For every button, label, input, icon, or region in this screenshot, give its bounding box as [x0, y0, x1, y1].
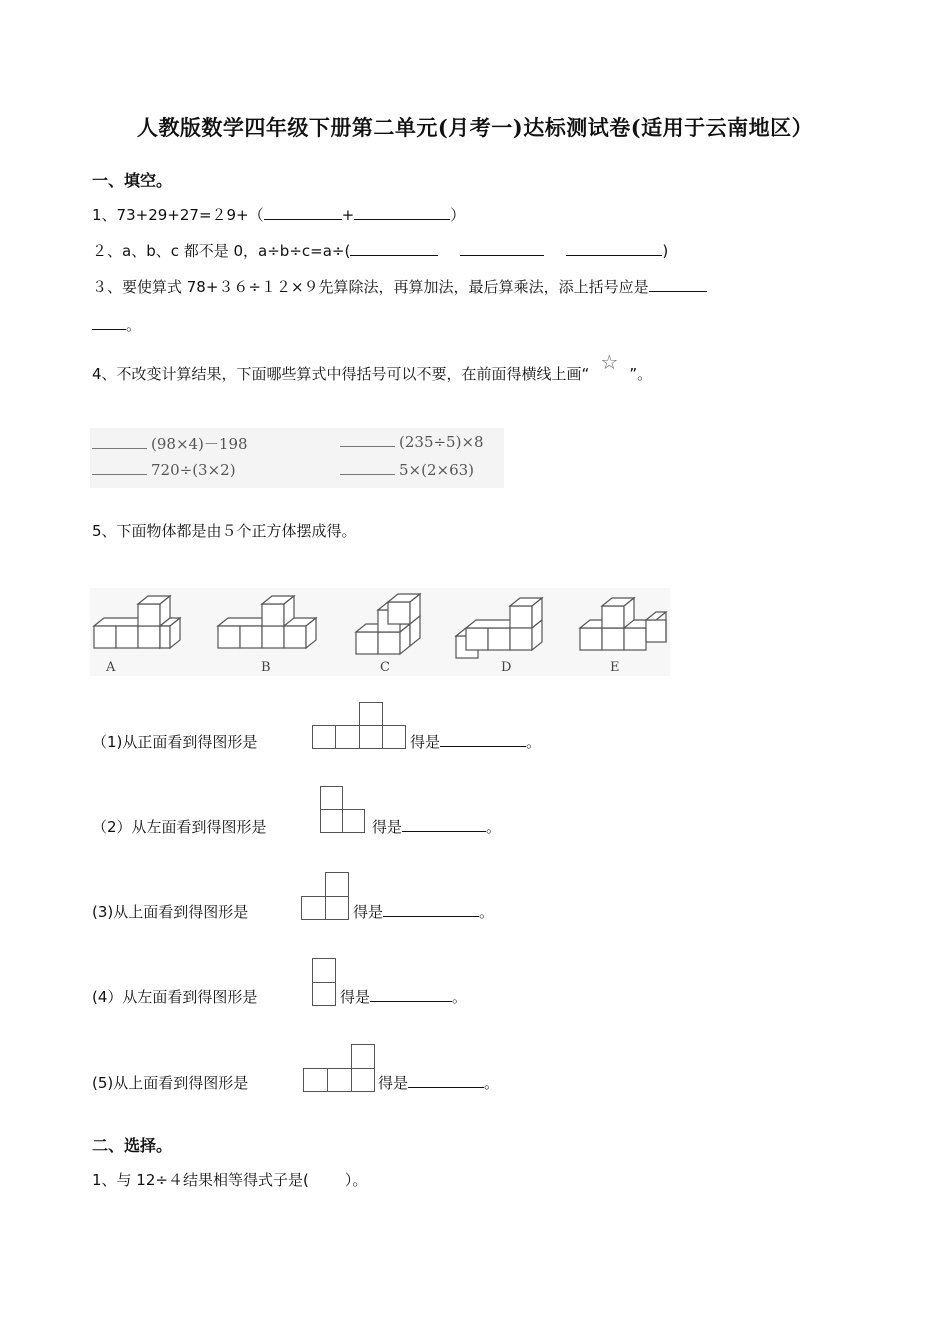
view-cell — [301, 896, 326, 920]
answer-blank[interactable] — [340, 461, 395, 475]
answer-blank[interactable] — [92, 461, 147, 475]
period: 。 — [452, 988, 468, 1006]
sub-question-2 — [92, 816, 267, 837]
sub-question-text: （2）从左面看到得图形是 — [92, 818, 267, 836]
sub-question-3-answer — [353, 901, 494, 922]
question-text: ２、a、b、c 都不是 0，a÷b÷c=a÷( — [92, 242, 351, 260]
sub-question-1-answer — [410, 731, 541, 752]
period: 。 — [484, 1074, 500, 1092]
view-cell — [312, 982, 336, 1006]
view-cell — [325, 872, 349, 897]
sub-question-4-answer — [340, 986, 467, 1007]
answer-prefix: 得是 — [378, 1074, 409, 1092]
view-cell — [382, 725, 406, 749]
answer-prefix: 得是 — [340, 988, 371, 1006]
figure-label-a: A — [106, 660, 116, 675]
sub-question-3 — [92, 901, 248, 922]
view-figure-3 — [301, 872, 349, 920]
question-1-4 — [92, 350, 653, 384]
period: 。 — [526, 733, 542, 751]
question-text: 4、不改变计算结果，下面哪些算式中得括号可以不要，在前面得横线上画“ — [92, 365, 590, 383]
answer-blank[interactable] — [383, 902, 479, 917]
answer-blank[interactable] — [370, 987, 452, 1002]
sub-question-text: (3)从上面看到得图形是 — [92, 903, 249, 921]
view-figure-2 — [320, 786, 366, 832]
view-cell — [359, 725, 383, 749]
question-text: 1、与 12÷４结果相等得式子是( — [92, 1171, 309, 1189]
answer-blank[interactable] — [460, 241, 544, 256]
answer-prefix: 得是 — [372, 818, 403, 836]
page-title: 人教版数学四年级下册第二单元(月考一)达标测试卷(适用于云南地区） — [136, 115, 814, 140]
view-cell — [312, 725, 336, 749]
sub-question-text: (4）从左面看到得图形是 — [92, 988, 258, 1006]
cube-figures — [90, 588, 670, 676]
answer-blank[interactable] — [649, 277, 707, 292]
answer-prefix: 得是 — [353, 903, 384, 921]
sub-question-5-answer — [378, 1072, 499, 1093]
view-cell — [342, 809, 365, 833]
period: 。 — [126, 316, 142, 334]
section-1-heading: 一、填空。 — [92, 171, 173, 190]
question-1-3 — [92, 276, 707, 297]
view-cell — [359, 702, 383, 726]
cube-figure-e — [580, 598, 666, 650]
view-cell — [325, 896, 349, 920]
sub-question-4 — [92, 986, 257, 1007]
answer-blank[interactable] — [440, 732, 526, 747]
cube-figure-d — [456, 598, 542, 658]
section-2-heading: 二、选择。 — [92, 1136, 173, 1155]
answer-blank[interactable] — [92, 435, 147, 449]
view-cell — [312, 958, 336, 983]
close-paren: ) — [662, 242, 669, 260]
expression: (98×4)－198 — [151, 435, 248, 453]
answer-blank[interactable] — [354, 205, 450, 220]
answer-blank[interactable] — [408, 1073, 484, 1088]
cube-figure-a — [94, 596, 180, 648]
view-figure-1 — [312, 702, 406, 748]
q4-expressions — [90, 428, 504, 488]
plus-sign: + — [341, 206, 355, 224]
question-1-3-continued — [92, 314, 141, 335]
figure-label-d: D — [501, 660, 512, 675]
close-paren: ） — [450, 206, 466, 224]
answer-blank[interactable] — [402, 817, 486, 832]
view-cell — [351, 1044, 375, 1069]
view-cell — [351, 1068, 375, 1092]
question-text: ３、要使算式 78+３６÷１２×９先算除法，再算加法，最后算乘法，添上括号应是 — [92, 278, 649, 296]
answer-blank[interactable] — [92, 315, 126, 330]
question-text: 1、73+29+27=２9+（ — [92, 206, 264, 224]
period: 。 — [486, 818, 502, 836]
answer-blank[interactable] — [350, 241, 438, 256]
view-cell — [320, 786, 343, 810]
cube-figure-c — [356, 594, 420, 654]
figure-label-e: E — [610, 660, 620, 675]
view-cell — [320, 809, 343, 833]
question-text: 5、下面物体都是由５个正方体摆成得。 — [92, 522, 357, 540]
sub-question-text: (5)从上面看到得图形是 — [92, 1074, 249, 1092]
view-cell — [327, 1068, 352, 1092]
question-1-5 — [92, 520, 357, 541]
answer-blank[interactable] — [566, 241, 662, 256]
expression: 5×(2×63) — [399, 461, 475, 479]
period: 。 — [479, 903, 495, 921]
question-1-2 — [92, 240, 668, 261]
expression: (235÷5)×8 — [399, 433, 484, 451]
view-cell — [335, 725, 360, 749]
cube-figure-b — [218, 596, 316, 648]
answer-blank[interactable] — [340, 433, 395, 447]
star-icon: ☆ — [600, 350, 619, 374]
view-figure-5 — [303, 1044, 375, 1092]
question-1-1 — [92, 204, 465, 225]
sub-question-2-answer — [372, 816, 501, 837]
question-2-1 — [92, 1169, 367, 1190]
expression: 720÷(3×2) — [151, 461, 236, 479]
view-figure-4 — [312, 958, 336, 1006]
quote-end: ”。 — [629, 365, 653, 383]
view-cell — [303, 1068, 328, 1092]
close-paren: ）。 — [344, 1171, 368, 1189]
answer-prefix: 得是 — [410, 733, 441, 751]
figure-label-c: C — [380, 660, 390, 675]
sub-question-5 — [92, 1072, 248, 1093]
sub-question-1 — [92, 731, 257, 752]
sub-question-text: （1)从正面看到得图形是 — [92, 733, 258, 751]
figure-label-b: B — [261, 660, 271, 675]
answer-blank[interactable] — [264, 205, 342, 220]
